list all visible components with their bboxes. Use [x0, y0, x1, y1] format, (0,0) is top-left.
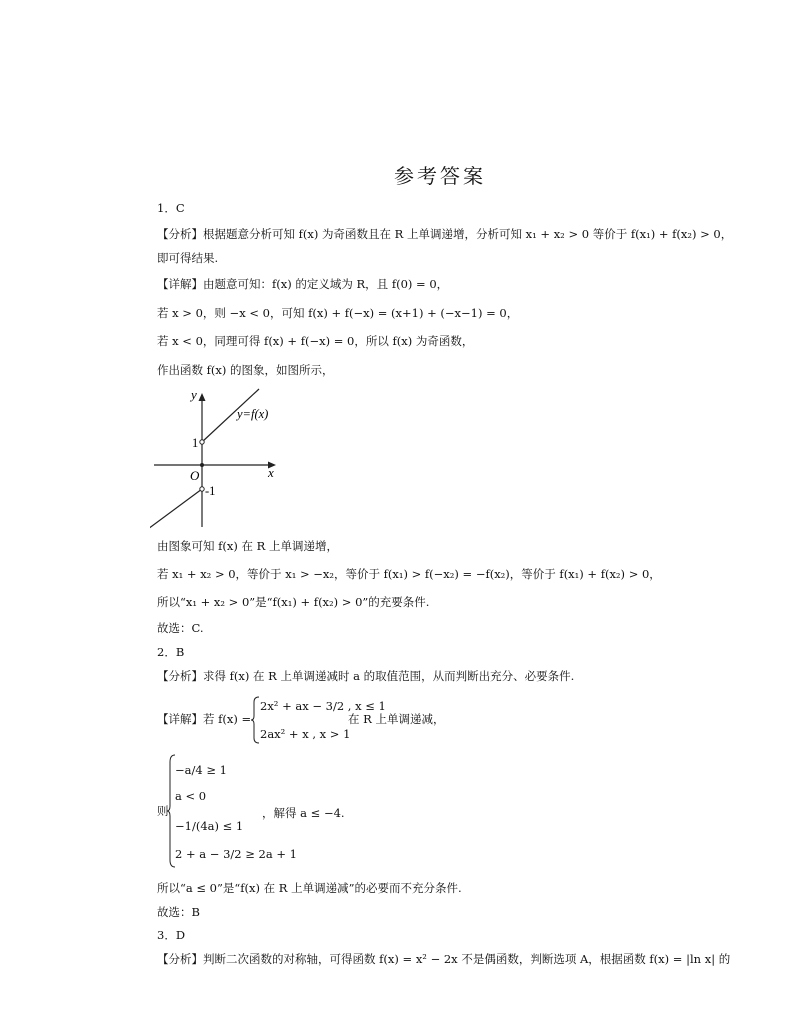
q1-detail-line-3: 若 x < 0，同理可得 f(x) + f(−x) = 0，所以 f(x) 为奇函数，: [157, 334, 474, 348]
page-title: 参考答案: [394, 164, 486, 188]
piecewise-case-1: 2x² + ax − 3/2 , x ≤ 1: [260, 699, 386, 713]
q3-number: 3．D: [157, 928, 186, 942]
x-axis-label: x: [268, 465, 274, 480]
function-graph: [150, 384, 285, 534]
q1-analysis-line-1: 【分析】根据题意分析可知 f(x) 为奇函数且在 R 上单调递增，分析可知 x₁ + x₂ > 0 等价于 f(x₁) + f(x₂) > 0，: [157, 227, 733, 241]
piecewise-brace: [250, 696, 260, 744]
q2-detail-suffix: 在 R 上单调递减，: [348, 712, 445, 726]
tick-label-neg1: -1: [205, 484, 216, 498]
piecewise-case-2: 2ax² + x , x > 1: [260, 727, 351, 741]
q2-then: 则: [157, 804, 169, 818]
q1-after-line-2: 若 x₁ + x₂ > 0，等价于 x₁ > −x₂，等价于 f(x₁) > f(−x₂) = −f(x₂)，等价于 f(x₁) + f(x₂) > 0，: [157, 567, 661, 581]
origin-dot: [200, 463, 204, 467]
q2-conclusion: 所以“a ≤ 0”是“f(x) 在 R 上单调递减”的必要而不充分条件.: [157, 881, 462, 895]
q1-after-line-3: 所以“x₁ + x₂ > 0”是“f(x₁) + f(x₂) > 0”的充要条件.: [157, 595, 430, 609]
origin-label: O: [190, 468, 200, 483]
q1-detail-line-1: 【详解】由题意可知：f(x) 的定义域为 R，且 f(0) = 0，: [157, 277, 449, 291]
q1-detail-line-2: 若 x > 0，则 −x < 0，可知 f(x) + f(−x) = (x+1) + (−x−1) = 0，: [157, 306, 519, 320]
q2-detail-prefix: 【详解】若 f(x) =: [157, 712, 252, 726]
q1-answer: 故选：C.: [157, 621, 204, 635]
q3-analysis: 【分析】判断二次函数的对称轴，可得函数 f(x) = x² − 2x 不是偶函数，判断选项 A，根据函数 f(x) = |ln x| 的: [157, 952, 731, 966]
q2-number: 2．B: [157, 645, 185, 659]
tick-label-1: 1: [192, 436, 199, 450]
q1-detail-line-4: 作出函数 f(x) 的图象，如图所示，: [157, 363, 334, 377]
open-point-neg1: [200, 487, 204, 491]
q1-number: 1．C: [157, 201, 185, 215]
system-line-4: 2 + a − 3/2 ≥ 2a + 1: [175, 847, 297, 861]
y-axis-label: y: [191, 387, 197, 402]
q1-analysis-line-2: 即可得结果.: [157, 251, 219, 265]
system-line-2: a < 0: [175, 789, 207, 803]
y-axis-arrow: [199, 393, 206, 401]
system-line-1: −a/4 ≥ 1: [175, 763, 227, 777]
function-label: y=f(x): [237, 407, 269, 421]
q1-after-line-1: 由图象可知 f(x) 在 R 上单调递增，: [157, 539, 338, 553]
q2-solve: ，解得 a ≤ −4.: [262, 806, 345, 820]
open-point-1: [200, 440, 204, 444]
lower-branch-line: [150, 489, 202, 529]
q2-analysis: 【分析】求得 f(x) 在 R 上单调递减时 a 的取值范围，从而判断出充分、必要条件.: [157, 669, 575, 683]
system-line-3: −1/(4a) ≤ 1: [175, 819, 244, 833]
q2-answer: 故选：B: [157, 905, 200, 919]
